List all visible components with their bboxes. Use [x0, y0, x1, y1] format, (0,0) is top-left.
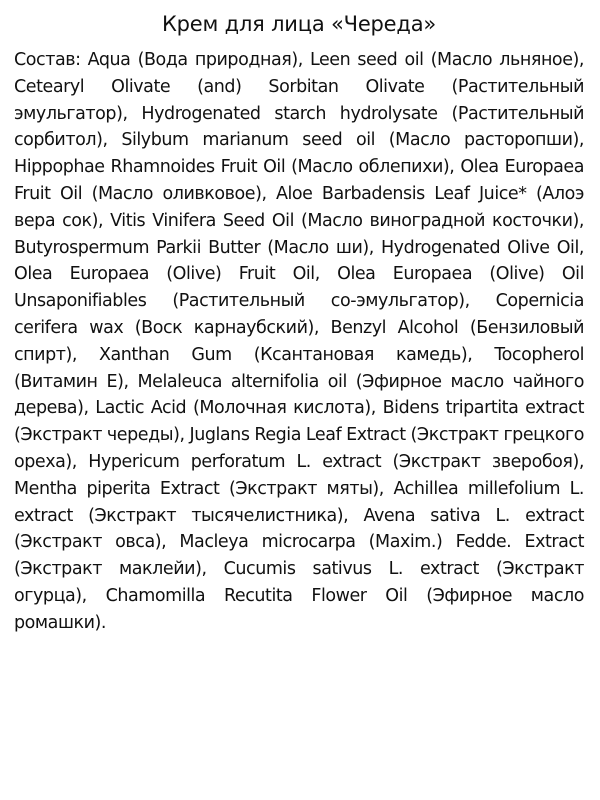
document-title: Крем для лица «Череда»: [161, 12, 437, 36]
composition-text: Состав: Aqua (Вода природная), Leen seed oil (Масло льняное), Cetearyl Olivate (and) Sorbitan Olivate (Растительный эмульгатор), Hydrogenated starch hydrolysate (Растительный сорбитол), Silybum marianum seed oil (Масло расторопши), Hippophae Rhamnoides Fruit Oil (Масло облепихи), Olea Europaea Fruit Oil (Масло оливковое), Aloe Barbadensis Leaf Juice* (Алоэ вера сок), Vitis Vinifera Seed Oil (Масло виноградной косточки), Butyrospermum Parkii Butter (Масло ши), Hydrogenated Olive Oil, Olea Europaea (Olive) Fruit Oil, Olea Europaea (Olive) Oil Unsaponifiables (Растительный со-эмульгатор), Copernicia cerifera wax (Воск карнаубский), Benzyl Alcohol (Бензиловый спирт), Xanthan Gum (Ксантановая камедь), Tocopherol (Витамин Е), Melaleuca alternifolia oil (Эфирное масло чайного дерева), Lactic Acid (Молочная кислота), Bidens tripartita extract (Экстракт череды), Juglans Regia Leaf Extract (Экстракт грецкого ореха), Hypericum perforatum L. extract (Экстракт зверобоя), Mentha piperita Extract (Экстракт мяты), Achillea millefolium L. extract (Экстракт тысячелистника), Avena sativa L. extract (Экстракт овса), Macleya microcarpa (Maxim.) Fedde. Extract (Экстракт маклейи), Cucumis sativus L. extract (Экстракт огурца), Chamomilla Recutita Flower Oil (Эфирное масло ромашки).: [14, 50, 584, 633]
